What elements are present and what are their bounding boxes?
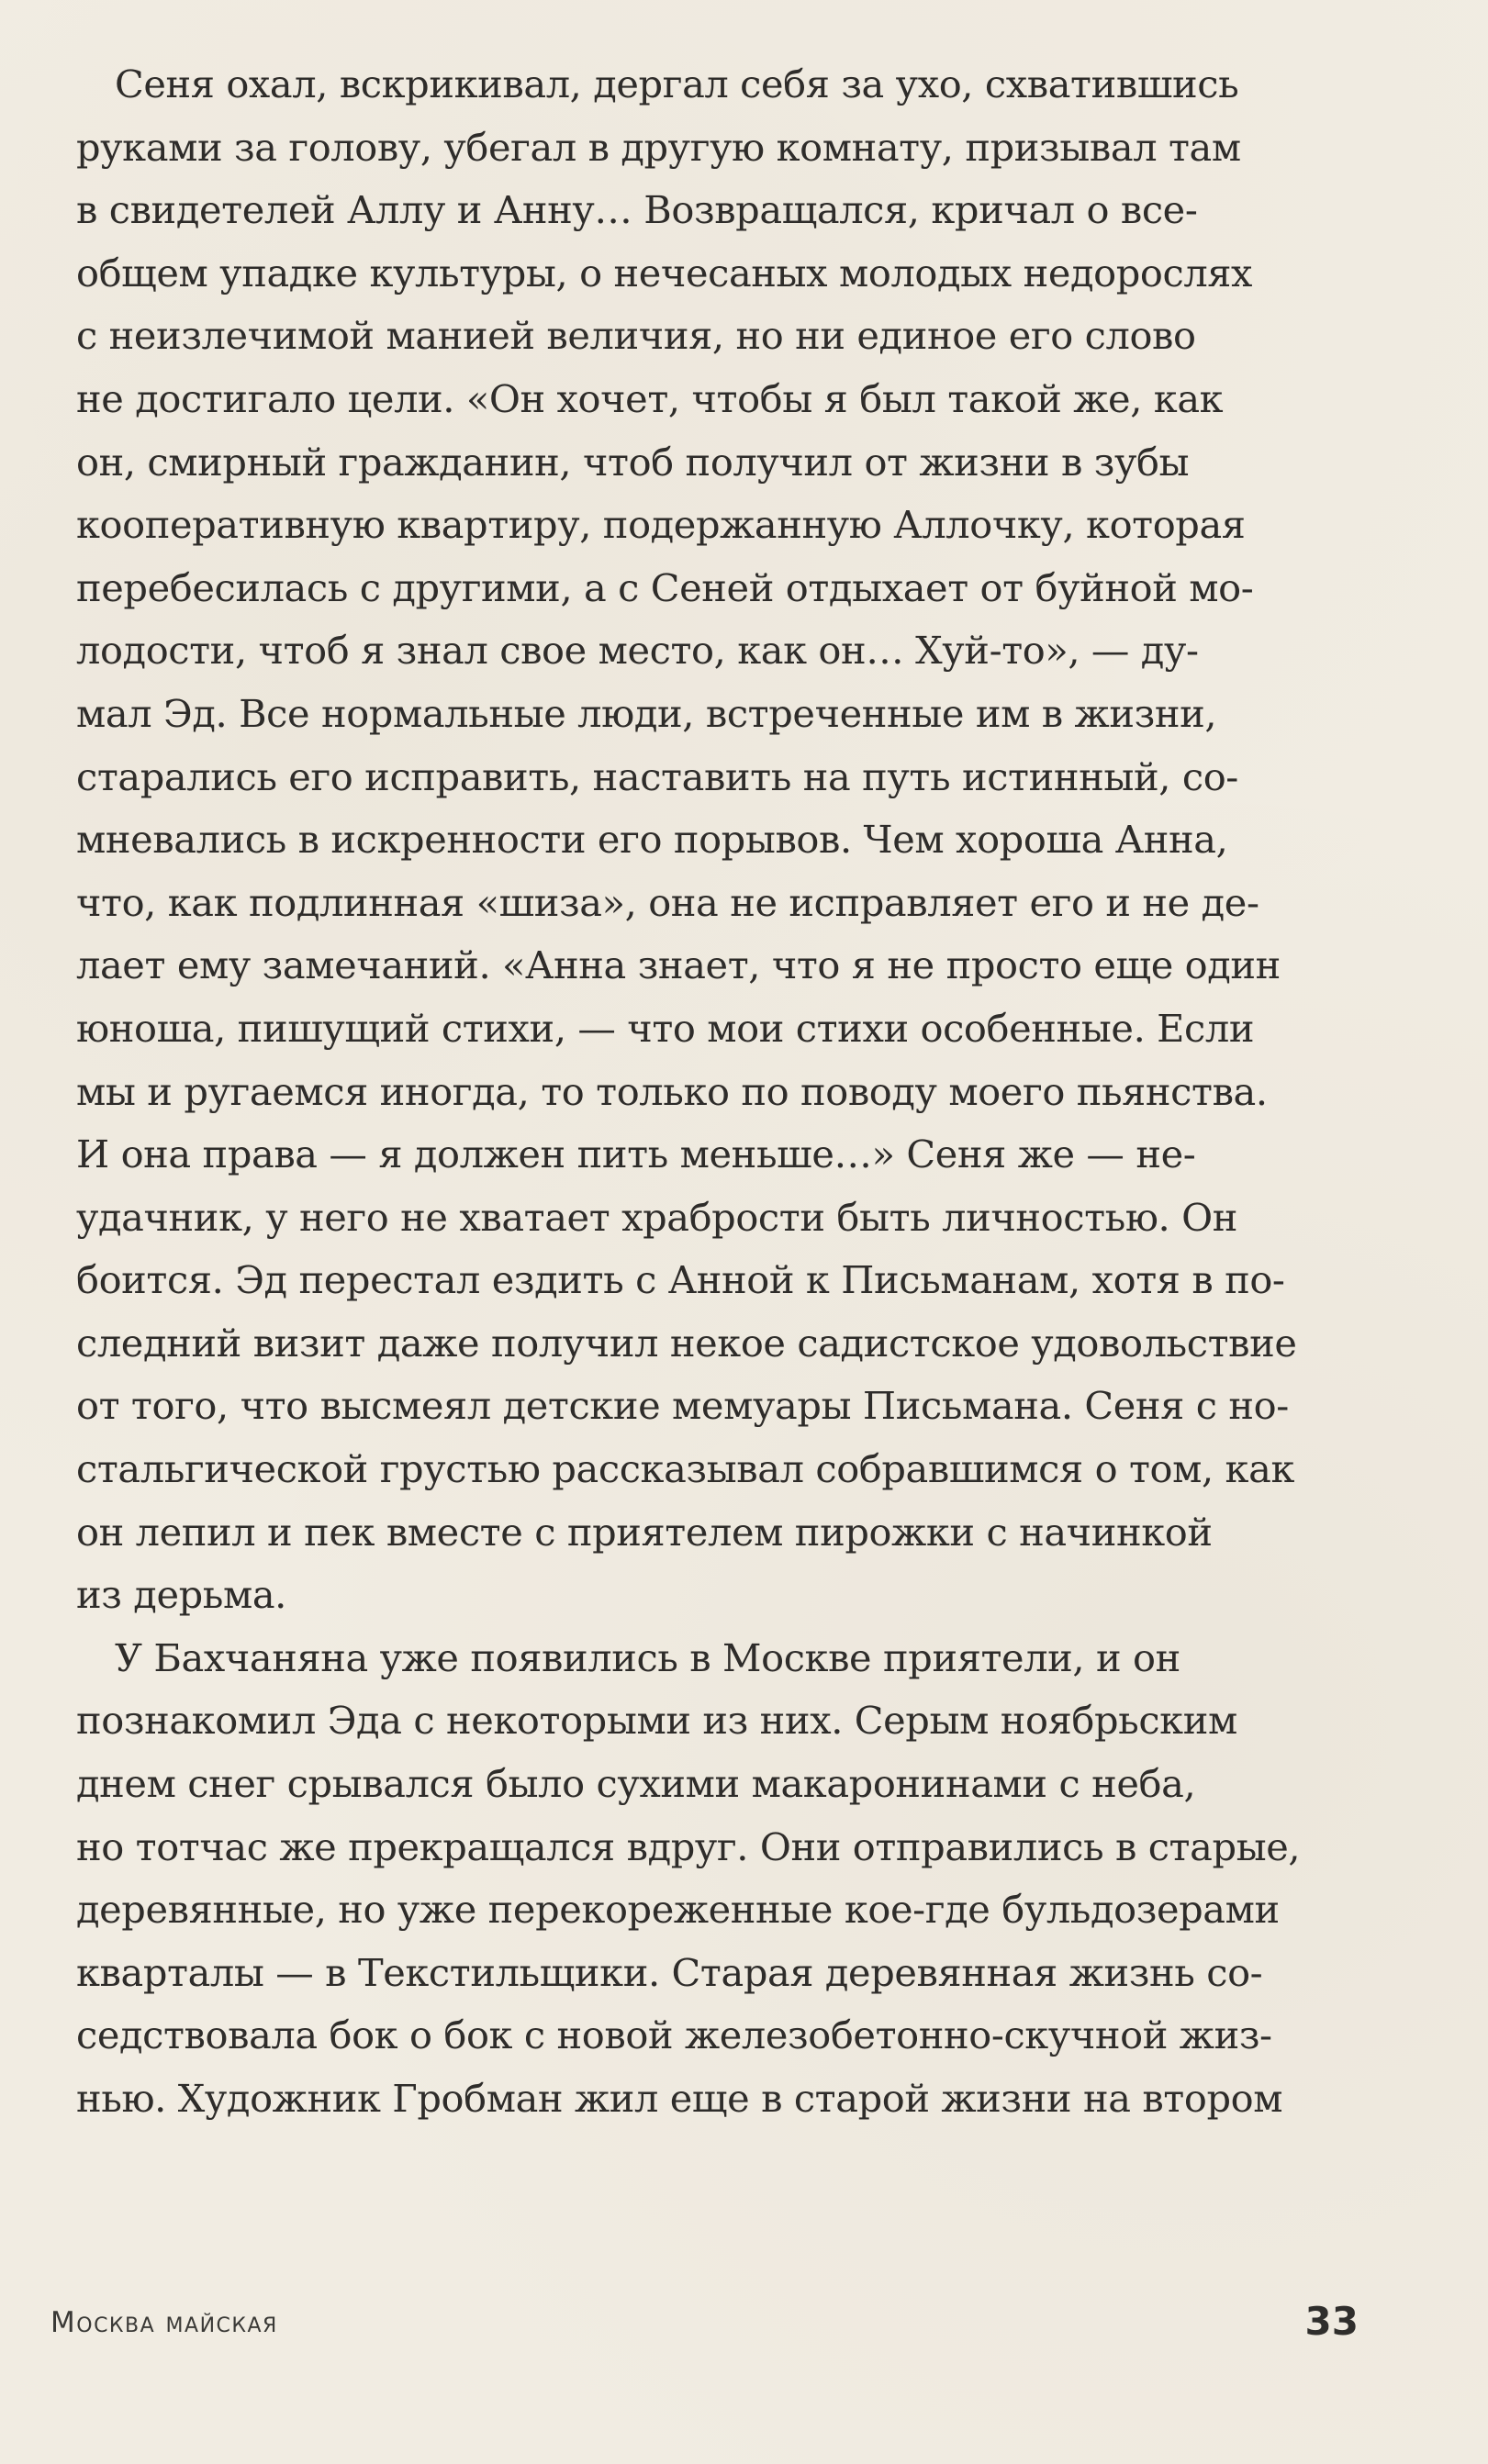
- text-line: кварталы — в Текстильщики. Старая деревянная жизнь со-: [76, 1949, 1263, 1995]
- text-line: седствовала бок о бок с новой железобетонно-скучной жиз-: [76, 2012, 1272, 2058]
- body-text: [76, 53, 1359, 2131]
- text-line: мневались в искренности его порывов. Чем хороша Анна,: [76, 817, 1228, 863]
- text-line: стальгической грустью рассказывал собравшимся о том, как: [76, 1446, 1294, 1492]
- text-line: перебесилась с другими, а с Сеней отдыхает от буйной мо-: [76, 564, 1254, 610]
- text-line: мы и ругаемся иногда, то только по поводу моего пьянства.: [76, 1068, 1268, 1114]
- text-line: удачник, у него не хватает храбрости быть личностью. Он: [76, 1194, 1238, 1240]
- text-line: он лепил и пек вместе с приятелем пирожки с начинкой: [76, 1509, 1213, 1555]
- text-line: лает ему замечаний. «Анна знает, что я не просто еще один: [76, 942, 1281, 988]
- page-footer: [50, 2299, 1359, 2354]
- text-line: юноша, пишущий стихи, — что мои стихи особенные. Если: [76, 1005, 1255, 1051]
- text-line: следний визит даже получил некое садистское удовольствие: [76, 1320, 1297, 1366]
- text-line: боится. Эд перестал ездить с Анной к Письманам, хотя в по-: [76, 1257, 1285, 1303]
- text-line: руками за голову, убегал в другую комнату, призывал там: [76, 124, 1241, 170]
- text-line: мал Эд. Все нормальные люди, встреченные им в жизни,: [76, 690, 1217, 736]
- text-line: в свидетелей Аллу и Анну… Возвращался, кричал о все-: [76, 187, 1198, 233]
- text-line: Сеня охал, вскрикивал, дергал себя за ухо, схватившись: [115, 61, 1239, 106]
- text-line: он, смирный гражданин, чтоб получил от жизни в зубы: [76, 439, 1190, 485]
- text-line: деревянные, но уже перекореженные кое-где бульдозерами: [76, 1887, 1280, 1933]
- text-line: с неизлечимой манией величия, но ни единое его слово: [76, 313, 1196, 359]
- text-line: лодости, чтоб я знал свое место, как он… Хуй-то», — ду-: [76, 628, 1199, 674]
- text-line: но тотчас же прекращался вдруг. Они отправились в старые,: [76, 1823, 1301, 1869]
- text-line: И она права — я должен пить меньше…» Сеня же — не-: [76, 1132, 1196, 1177]
- page-number: 33: [1304, 2299, 1359, 2344]
- text-line: У Бахчаняна уже появились в Москве приятели, и он: [115, 1634, 1180, 1680]
- text-line: не достигало цели. «Он хочет, чтобы я был такой же, как: [76, 375, 1224, 421]
- text-line: общем упадке культуры, о нечесаных молодых недорослях: [76, 250, 1253, 295]
- text-line: что, как подлинная «шиза», она не исправляет его и не де-: [76, 879, 1259, 925]
- running-title: Москва майская: [50, 2306, 278, 2339]
- text-line: нью. Художник Гробман жил еще в старой жизни на втором: [76, 2076, 1283, 2121]
- text-line: днем снег срывался было сухими макаронинами с неба,: [76, 1761, 1196, 1807]
- text-line: кооперативную квартиру, подержанную Аллочку, которая: [76, 502, 1246, 548]
- text-line: познакомил Эда с некоторыми из них. Серым ноябрьским: [76, 1698, 1237, 1744]
- text-line: старались его исправить, наставить на путь истинный, со-: [76, 753, 1238, 799]
- text-line: от того, что высмеял детские мемуары Письмана. Сеня с но-: [76, 1383, 1289, 1429]
- text-line: из дерьма.: [76, 1572, 286, 1618]
